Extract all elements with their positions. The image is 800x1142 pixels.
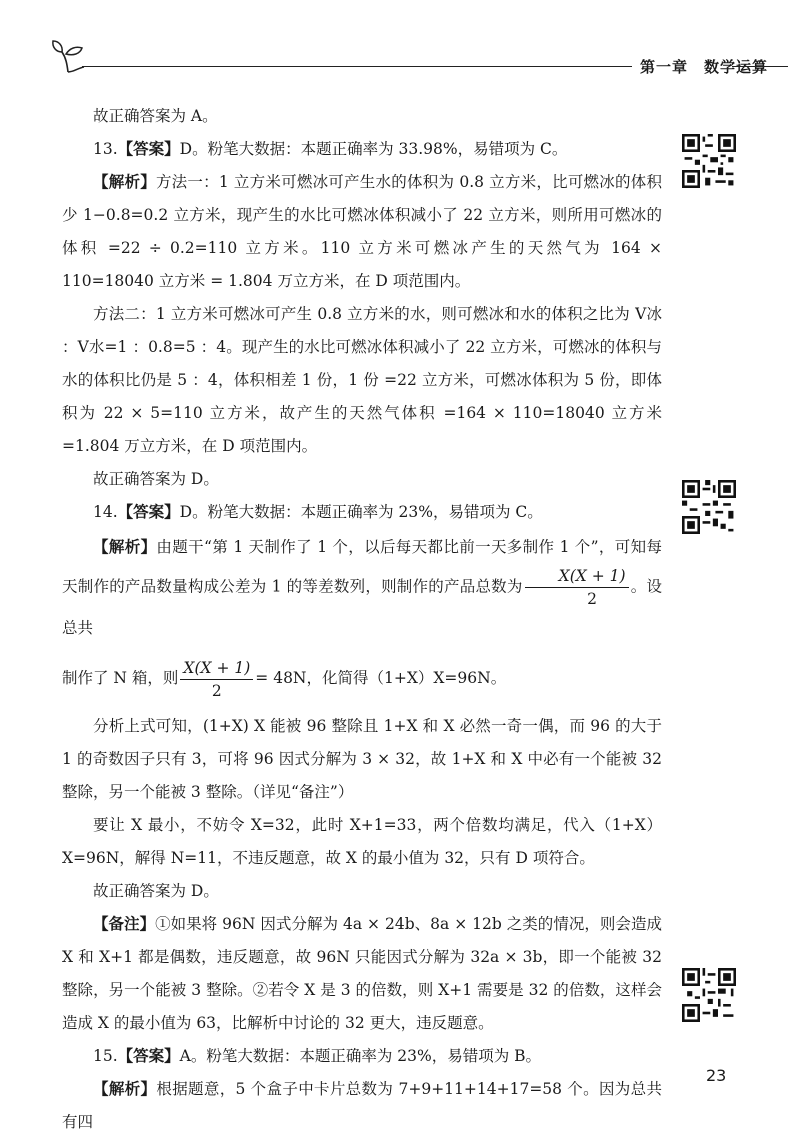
analysis-text: 根据题意，5 个盒子中卡片总数为 7+9+11+14+17=58 个。因为总共有四 bbox=[62, 1080, 662, 1131]
q13-answer bbox=[62, 133, 662, 166]
equation-suffix: = 48N，化简得（1+X）X=96N。 bbox=[255, 669, 507, 687]
page-number: 23 bbox=[706, 1066, 727, 1085]
qr-code-icon[interactable] bbox=[682, 968, 736, 1022]
q13-analysis bbox=[62, 166, 662, 298]
answer-tag: 【答案】 bbox=[117, 1047, 180, 1065]
analysis-tag: 【解析】 bbox=[93, 1080, 157, 1098]
q15-analysis bbox=[62, 1073, 662, 1139]
question-number: 14. bbox=[93, 503, 118, 521]
chapter-title: 第一章 数学运算 bbox=[640, 58, 769, 76]
answer-text: D。粉笔大数据：本题正确率为 23%，易错项为 C。 bbox=[179, 503, 543, 521]
answer-tag: 【答案】 bbox=[117, 503, 180, 521]
fraction-numerator: X(X + 1) bbox=[525, 565, 629, 588]
question-number: 13. bbox=[93, 140, 118, 158]
sprout-icon bbox=[48, 38, 88, 74]
equation-prefix: 制作了 N 箱，则 bbox=[62, 669, 179, 687]
q14-analysis bbox=[62, 529, 662, 646]
q14-analysis-two: 分析上式可知，(1+X) X 能被 96 整除且 1+X 和 X 必然一奇一偶，而 96 的大于 1 的奇数因子只有 3，可将 96 因式分解为 3 × 32，故 1+X 和 X 中必有一个能被 32 整除，另一个能被 3 整除。（详见“备注”） bbox=[62, 717, 662, 801]
header-rule-right bbox=[732, 66, 788, 67]
q14-analysis-three: 要让 X 最小，不妨令 X=32，此时 X+1=33，两个倍数均满足，代入（1+X）X=96N，解得 N=11，不违反题意，故 X 的最小值为 32，只有 D 项符合。 bbox=[62, 816, 662, 867]
analysis-tag: 【解析】 bbox=[93, 173, 156, 191]
q14-note bbox=[62, 908, 662, 1040]
qr-code-icon[interactable] bbox=[682, 480, 736, 534]
qr-code-icon[interactable] bbox=[682, 134, 736, 188]
note-text: ①如果将 96N 因式分解为 4a × 24b、8a × 12b 之类的情况，则会造成 X 和 X+1 都是偶数，违反题意，故 96N 只能因式分解为 32a × 3b，即一个能被 32 整除，另一个能被 3 整除。②若令 X 是 3 的倍数，则 X+1 需要是 32 的倍数，这样会造成 X 的最小值为 63，比解析中讨论的 32 更大，违反题意。 bbox=[62, 915, 662, 1032]
analysis-tag: 【解析】 bbox=[93, 538, 157, 556]
q13-method-two: 方法二：1 立方米可燃冰可产生 0.8 立方米的水，则可燃冰和水的体积之比为 V冰 ：V水=1 ：0.8=5 ：4。现产生的水比可燃冰体积减小了 22 立方米，可燃冰的体积与水的体积比仍是 5 ：4，体积相差 1 份，1 份 =22 立方米，可燃冰体积为 5 份，即体积为 22 × 5=110 立方米，故产生的天然气体积 =164 × 110=18040 立方米 =1.804 万立方米，在 D 项范围内。 bbox=[62, 305, 662, 455]
analysis-text: 由题干“第 1 天制作了 1 个，以后每天都比前一天多制作 1 个”，可知每天制作的产品数量构成公差为 1 的等差数列，则制作的产品总数为 bbox=[62, 538, 662, 596]
answer-tag: 【答案】 bbox=[117, 140, 180, 158]
paragraph: 故正确答案为 A。 bbox=[93, 107, 218, 125]
q14-conclusion: 故正确答案为 D。 bbox=[93, 882, 219, 900]
fraction-denominator: 2 bbox=[211, 681, 222, 700]
fraction-total bbox=[525, 565, 629, 610]
fraction-denominator: 2 bbox=[587, 590, 598, 608]
answer-text: A。粉笔大数据：本题正确率为 23%，易错项为 B。 bbox=[179, 1047, 542, 1065]
q14-answer bbox=[62, 496, 662, 529]
page-header bbox=[48, 38, 788, 78]
page-body bbox=[62, 100, 662, 1139]
answer-text: D。粉笔大数据：本题正确率为 33.98%，易错项为 C。 bbox=[179, 140, 568, 158]
fraction-numerator: X(X + 1) bbox=[180, 657, 253, 680]
q15-answer bbox=[62, 1040, 662, 1073]
fraction-equation bbox=[180, 657, 253, 702]
analysis-tail: 。设总共 bbox=[62, 577, 662, 637]
q14-equation-line bbox=[62, 646, 662, 710]
question-number: 15. bbox=[93, 1047, 118, 1065]
note-tag: 【备注】 bbox=[93, 915, 156, 933]
header-rule-left bbox=[82, 66, 632, 67]
q13-conclusion: 故正确答案为 D。 bbox=[93, 470, 219, 488]
analysis-text: 方法一：1 立方米可燃冰可产生水的体积为 0.8 立方米，比可燃冰的体积少 1−0.8=0.2 立方米，现产生的水比可燃冰体积减小了 22 立方米，则所用可燃冰的体积 =22 ÷ 0.2=110 立方米。110 立方米可燃冰产生的天然气为 164 × 110=18040 立方米 = 1.804 万立方米，在 D 项范围内。 bbox=[62, 173, 662, 290]
